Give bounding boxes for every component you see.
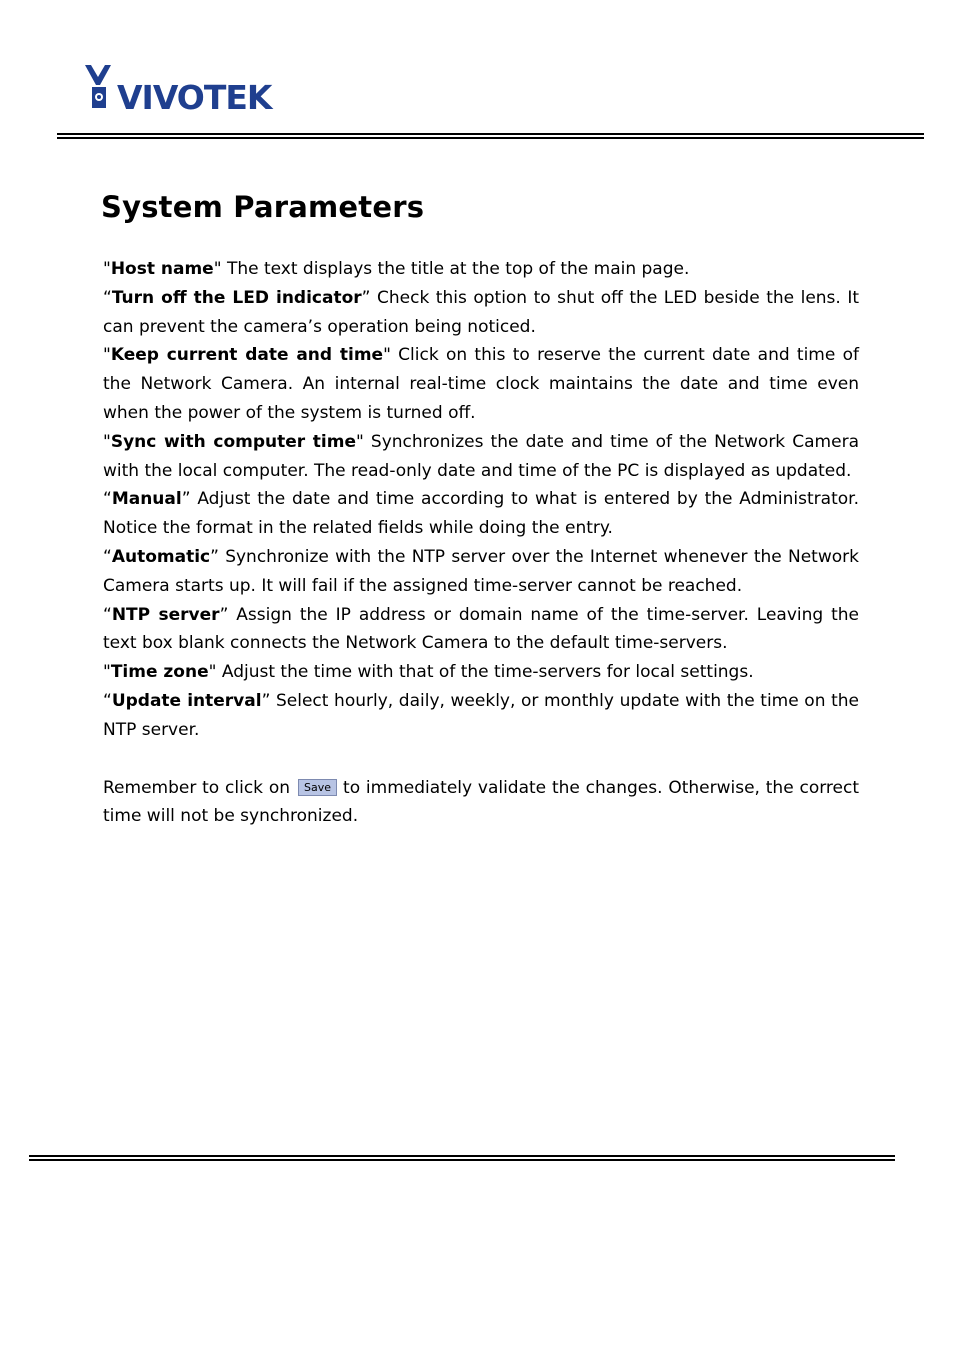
quote-close: " — [383, 345, 391, 366]
quote-close: " — [355, 431, 364, 452]
quote-open: “ — [103, 546, 112, 567]
parameter-item — [103, 687, 859, 745]
parameter-description: Adjust the date and time according to what is entered by the Administrator. Notice the format in the related fields while doing the entry. — [103, 489, 859, 539]
quote-close: ” — [261, 690, 271, 711]
parameter-description: Adjust the time with that of the time-servers for local settings. — [216, 662, 754, 683]
footer-divider — [29, 1155, 895, 1161]
parameter-item — [103, 428, 859, 486]
quote-close: ” — [361, 287, 371, 308]
quote-open: “ — [103, 604, 112, 625]
parameter-item — [103, 658, 859, 687]
quote-close: " — [213, 259, 222, 279]
parameter-term: Manual — [111, 489, 182, 510]
parameter-item — [103, 601, 859, 659]
parameter-item — [103, 255, 859, 284]
page-title: System Parameters — [101, 190, 425, 224]
parameter-description: Synchronize with the NTP server over the Internet whenever the Network Camera starts up. It will fail if the assigned time-server cannot be reached. — [103, 546, 859, 596]
parameter-term: Turn off the LED indicator — [111, 287, 362, 308]
parameter-item — [103, 485, 859, 543]
parameter-term: Time zone — [110, 662, 209, 683]
parameter-term: Keep current date and time — [110, 345, 384, 366]
parameter-term: Host name — [110, 259, 214, 279]
quote-close: " — [208, 662, 217, 683]
reminder-text-after: to immediately validate the changes. Otherwise, the correct time will not be synchronized. — [103, 777, 859, 827]
parameter-item — [103, 543, 859, 601]
parameter-description: Click on this to reserve the current date and time of the Network Camera. An internal real-time clock maintains the date and time even when the power of the system is turned off. — [103, 345, 859, 423]
vivotek-logo — [84, 62, 290, 112]
parameter-term: Sync with computer time — [110, 431, 356, 452]
parameter-description: Synchronizes the date and time of the Network Camera with the local computer. The read-only date and time of the PC is displayed as updated. — [103, 431, 859, 481]
quote-open: " — [103, 345, 111, 366]
logo-wordmark: VIVOTEK — [117, 78, 272, 112]
header-divider — [57, 133, 924, 139]
save-reminder — [103, 774, 859, 832]
save-button[interactable]: Save — [298, 779, 337, 796]
quote-close: ” — [219, 604, 229, 625]
parameter-item — [103, 341, 859, 427]
quote-close: ” — [181, 489, 191, 510]
parameter-description: The text displays the title at the top of the main page. — [221, 259, 690, 279]
document-body — [103, 255, 859, 831]
quote-open: " — [103, 431, 111, 452]
parameter-term: Automatic — [111, 546, 211, 567]
quote-open: " — [103, 259, 111, 279]
parameter-item — [103, 284, 859, 342]
parameter-list — [103, 255, 859, 745]
quote-open: " — [103, 662, 111, 683]
parameter-description: Assign the IP address or domain name of the time-server. Leaving the text box blank connects the Network Camera to the default time-servers. — [103, 604, 859, 654]
parameter-term: Update interval — [111, 690, 262, 711]
quote-open: “ — [103, 489, 112, 510]
quote-open: “ — [103, 287, 112, 308]
parameter-term: NTP server — [111, 604, 220, 625]
quote-open: “ — [103, 690, 112, 711]
parameter-description: Select hourly, daily, weekly, or monthly update with the time on the NTP server. — [103, 690, 859, 740]
parameter-description: Check this option to shut off the LED beside the lens. It can prevent the camera’s operation being noticed. — [103, 287, 860, 337]
quote-close: ” — [210, 546, 219, 567]
reminder-text-before: Remember to click on — [103, 777, 291, 798]
